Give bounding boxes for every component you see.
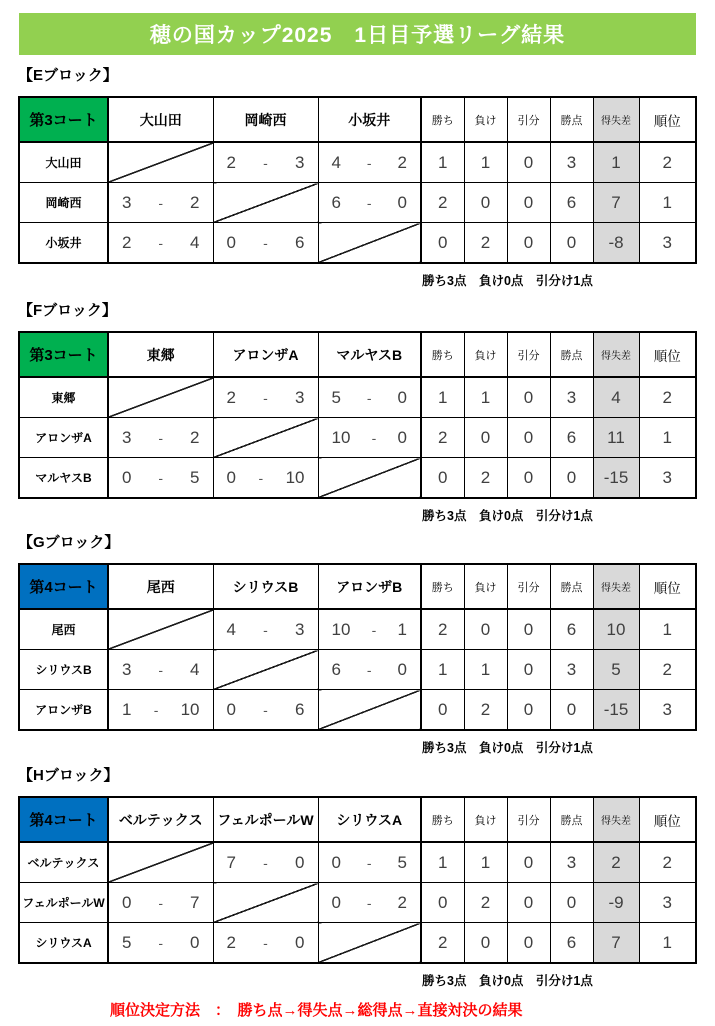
stat-header-rank: 順位 [639, 97, 696, 142]
self-match-cell [318, 223, 421, 264]
stat-goal-diff: 1 [593, 142, 639, 183]
court-label: 第3コート [19, 332, 108, 377]
score-dash: - [366, 661, 372, 678]
stat-rank: 1 [639, 418, 696, 458]
stat-draws: 0 [507, 923, 550, 964]
score-cell [318, 418, 421, 458]
row-team-label: アロンザB [19, 690, 108, 731]
block-g [18, 533, 696, 756]
score-dash: - [366, 154, 372, 171]
score-cell [213, 609, 318, 650]
score-cell [213, 142, 318, 183]
score-dash: - [158, 894, 164, 911]
block-g-label: 【Gブロック】 [18, 534, 120, 551]
header-row [19, 797, 696, 842]
stat-draws: 0 [507, 650, 550, 690]
score-dash: - [263, 701, 268, 718]
stat-header-draws: 引分 [507, 97, 550, 142]
score-dash: - [158, 661, 164, 678]
stat-rank: 1 [639, 923, 696, 964]
table-row [19, 377, 696, 418]
stat-wins: 1 [421, 377, 464, 418]
stat-wins: 2 [421, 183, 464, 223]
score-dash: - [258, 469, 264, 486]
stat-goal-diff: -9 [593, 883, 639, 923]
score-cell [213, 923, 318, 964]
scoring-note: 勝ち3点 負け0点 引分け1点 [422, 974, 593, 988]
score-cell [213, 690, 318, 731]
team-col-header: 大山田 [108, 97, 213, 142]
score-away: 0 [397, 192, 407, 212]
team-col-header: シリウスA [318, 797, 421, 842]
score-home: 3 [122, 427, 132, 447]
score-home: 0 [331, 852, 341, 872]
score-home: 0 [226, 699, 236, 719]
team-col-header: 東郷 [108, 332, 213, 377]
score-home: 0 [226, 232, 236, 252]
stat-draws: 0 [507, 183, 550, 223]
team-col-header: ベルテックス [108, 797, 213, 842]
score-away: 3 [295, 387, 305, 407]
score-dash: - [371, 621, 377, 638]
stat-goal-diff: 10 [593, 609, 639, 650]
table-row [19, 418, 696, 458]
stat-header-rank: 順位 [639, 797, 696, 842]
block-h-table [18, 796, 697, 964]
stat-rank: 1 [639, 183, 696, 223]
team-col-header: マルヤスB [318, 332, 421, 377]
stat-goal-diff: 2 [593, 842, 639, 883]
stat-points: 6 [550, 923, 593, 964]
stat-losses: 1 [464, 650, 507, 690]
stat-rank: 1 [639, 609, 696, 650]
score-away: 4 [190, 232, 200, 252]
score-cell [108, 690, 213, 731]
stat-points: 3 [550, 377, 593, 418]
stat-goal-diff: 7 [593, 923, 639, 964]
stat-draws: 0 [507, 418, 550, 458]
score-away: 0 [397, 387, 407, 407]
stat-points: 0 [550, 458, 593, 499]
score-dash: - [366, 894, 372, 911]
score-away: 2 [397, 152, 407, 172]
score-dash: - [366, 389, 372, 406]
ranking-method-note: 順位決定方法 ： 勝ち点→得失点→総得点→直接対決の結果 [110, 1002, 523, 1019]
stat-header-draws: 引分 [507, 797, 550, 842]
team-col-header: アロンザA [213, 332, 318, 377]
self-match-cell [213, 650, 318, 690]
score-away: 2 [397, 892, 407, 912]
stat-points: 6 [550, 609, 593, 650]
table-row [19, 223, 696, 264]
score-cell [318, 842, 421, 883]
stat-header-points: 勝点 [550, 97, 593, 142]
score-dash: - [158, 469, 164, 486]
title-banner [19, 13, 696, 55]
score-dash: - [263, 854, 268, 871]
stat-header-points: 勝点 [550, 332, 593, 377]
score-away: 0 [295, 852, 305, 872]
header-row [19, 97, 696, 142]
row-team-label: シリウスA [19, 923, 108, 964]
stat-header-draws: 引分 [507, 332, 550, 377]
row-team-label: 小坂井 [19, 223, 108, 264]
court-label: 第4コート [19, 564, 108, 609]
stat-draws: 0 [507, 690, 550, 731]
table-row [19, 142, 696, 183]
stat-draws: 0 [507, 223, 550, 264]
court-label: 第4コート [19, 797, 108, 842]
row-team-label: シリウスB [19, 650, 108, 690]
block-f-label: 【Fブロック】 [18, 302, 117, 319]
table-row [19, 923, 696, 964]
stat-points: 0 [550, 690, 593, 731]
row-team-label: 東郷 [19, 377, 108, 418]
stat-header-points: 勝点 [550, 564, 593, 609]
stat-wins: 0 [421, 883, 464, 923]
stat-losses: 0 [464, 609, 507, 650]
stat-header-goal-diff: 得失差 [593, 797, 639, 842]
scoring-note: 勝ち3点 負け0点 引分け1点 [422, 274, 593, 288]
score-dash: - [366, 194, 372, 211]
score-cell [318, 650, 421, 690]
team-col-header: 岡崎西 [213, 97, 318, 142]
score-away: 3 [295, 152, 305, 172]
score-cell [213, 377, 318, 418]
self-match-cell [108, 609, 213, 650]
stat-rank: 3 [639, 690, 696, 731]
stat-points: 6 [550, 183, 593, 223]
stat-losses: 0 [464, 418, 507, 458]
score-cell [108, 418, 213, 458]
stat-losses: 1 [464, 377, 507, 418]
stat-wins: 2 [421, 923, 464, 964]
page-title: 穂の国カップ2025 1日目予選リーグ結果 [149, 24, 566, 47]
self-match-cell [108, 842, 213, 883]
stat-points: 3 [550, 142, 593, 183]
stat-losses: 1 [464, 842, 507, 883]
stat-header-points: 勝点 [550, 797, 593, 842]
stat-losses: 0 [464, 183, 507, 223]
score-away: 1 [397, 619, 407, 639]
stat-points: 0 [550, 883, 593, 923]
score-home: 5 [122, 932, 132, 952]
table-row [19, 650, 696, 690]
stat-header-goal-diff: 得失差 [593, 332, 639, 377]
stat-wins: 2 [421, 418, 464, 458]
stat-draws: 0 [507, 609, 550, 650]
score-cell [108, 923, 213, 964]
stat-losses: 2 [464, 690, 507, 731]
block-e-label: 【Eブロック】 [18, 67, 118, 84]
self-match-cell [213, 883, 318, 923]
score-dash: - [158, 194, 164, 211]
stat-header-wins: 勝ち [421, 564, 464, 609]
table-row [19, 690, 696, 731]
stat-draws: 0 [507, 842, 550, 883]
stat-goal-diff: 4 [593, 377, 639, 418]
stat-draws: 0 [507, 883, 550, 923]
score-cell [318, 609, 421, 650]
team-col-header: シリウスB [213, 564, 318, 609]
stat-rank: 2 [639, 650, 696, 690]
stat-wins: 0 [421, 223, 464, 264]
table-row [19, 458, 696, 499]
score-home: 7 [226, 852, 236, 872]
score-dash: - [371, 429, 377, 446]
score-cell [108, 883, 213, 923]
score-home: 10 [331, 619, 351, 639]
score-cell [213, 458, 318, 499]
stat-rank: 2 [639, 842, 696, 883]
score-dash: - [263, 389, 268, 406]
score-dash: - [263, 934, 268, 951]
stat-goal-diff: 7 [593, 183, 639, 223]
block-f [18, 301, 696, 524]
score-away: 5 [190, 467, 200, 487]
score-away: 6 [295, 699, 305, 719]
score-cell [108, 650, 213, 690]
score-away: 0 [190, 932, 200, 952]
score-cell [213, 842, 318, 883]
score-away: 7 [190, 892, 200, 912]
score-home: 5 [331, 387, 341, 407]
stat-losses: 1 [464, 142, 507, 183]
scoring-note: 勝ち3点 負け0点 引分け1点 [422, 741, 593, 755]
self-match-cell [318, 458, 421, 499]
score-cell [318, 377, 421, 418]
score-cell [318, 183, 421, 223]
stat-points: 0 [550, 223, 593, 264]
score-dash: - [263, 154, 268, 171]
score-dash: - [158, 234, 164, 251]
stat-wins: 2 [421, 609, 464, 650]
score-cell [318, 883, 421, 923]
table-row [19, 883, 696, 923]
stat-goal-diff: 11 [593, 418, 639, 458]
stat-header-draws: 引分 [507, 564, 550, 609]
stat-goal-diff: -8 [593, 223, 639, 264]
stat-points: 3 [550, 650, 593, 690]
score-away: 2 [190, 192, 200, 212]
self-match-cell [213, 183, 318, 223]
score-dash: - [153, 701, 159, 718]
score-home: 2 [226, 932, 236, 952]
block-g-table [18, 563, 697, 731]
stat-rank: 3 [639, 883, 696, 923]
score-away: 0 [397, 427, 407, 447]
stat-rank: 2 [639, 142, 696, 183]
score-dash: - [366, 854, 372, 871]
table-row [19, 842, 696, 883]
team-col-header: アロンザB [318, 564, 421, 609]
score-cell [213, 223, 318, 264]
court-label: 第3コート [19, 97, 108, 142]
score-away: 4 [190, 659, 200, 679]
stat-header-wins: 勝ち [421, 97, 464, 142]
score-home: 2 [226, 387, 236, 407]
row-team-label: フェルポールW [19, 883, 108, 923]
stat-losses: 2 [464, 883, 507, 923]
block-e-table [18, 96, 697, 264]
score-home: 0 [122, 892, 132, 912]
block-e [18, 66, 696, 289]
stat-goal-diff: -15 [593, 690, 639, 731]
score-dash: - [158, 934, 164, 951]
block-f-table [18, 331, 697, 499]
stat-points: 3 [550, 842, 593, 883]
stat-header-rank: 順位 [639, 564, 696, 609]
stat-losses: 0 [464, 923, 507, 964]
row-team-label: ベルテックス [19, 842, 108, 883]
score-home: 2 [122, 232, 132, 252]
stat-header-losses: 負け [464, 97, 507, 142]
table-row [19, 183, 696, 223]
score-away: 6 [295, 232, 305, 252]
score-dash: - [263, 621, 268, 638]
header-row [19, 332, 696, 377]
stat-header-rank: 順位 [639, 332, 696, 377]
stat-header-goal-diff: 得失差 [593, 97, 639, 142]
block-h [18, 766, 696, 989]
score-dash: - [263, 234, 268, 251]
stat-draws: 0 [507, 377, 550, 418]
stat-goal-diff: 5 [593, 650, 639, 690]
score-home: 10 [331, 427, 351, 447]
table-row [19, 609, 696, 650]
score-away: 2 [190, 427, 200, 447]
stat-wins: 0 [421, 690, 464, 731]
stat-header-losses: 負け [464, 332, 507, 377]
stat-goal-diff: -15 [593, 458, 639, 499]
stat-wins: 0 [421, 458, 464, 499]
score-dash: - [158, 429, 164, 446]
stat-points: 6 [550, 418, 593, 458]
self-match-cell [318, 690, 421, 731]
score-home: 3 [122, 659, 132, 679]
score-home: 0 [122, 467, 132, 487]
stat-draws: 0 [507, 458, 550, 499]
team-col-header: 小坂井 [318, 97, 421, 142]
stat-rank: 2 [639, 377, 696, 418]
score-home: 3 [122, 192, 132, 212]
score-cell [318, 142, 421, 183]
score-home: 0 [226, 467, 236, 487]
stat-wins: 1 [421, 650, 464, 690]
stat-draws: 0 [507, 142, 550, 183]
row-team-label: アロンザA [19, 418, 108, 458]
score-home: 6 [331, 192, 341, 212]
row-team-label: 岡崎西 [19, 183, 108, 223]
score-away: 5 [397, 852, 407, 872]
block-h-label: 【Hブロック】 [18, 767, 119, 784]
stat-rank: 3 [639, 223, 696, 264]
score-cell [108, 458, 213, 499]
self-match-cell [108, 377, 213, 418]
stat-header-wins: 勝ち [421, 332, 464, 377]
score-home: 2 [226, 152, 236, 172]
score-cell [108, 223, 213, 264]
row-team-label: 大山田 [19, 142, 108, 183]
scoring-note: 勝ち3点 負け0点 引分け1点 [422, 509, 593, 523]
score-home: 0 [331, 892, 341, 912]
team-col-header: フェルポールW [213, 797, 318, 842]
stat-header-losses: 負け [464, 564, 507, 609]
stat-header-wins: 勝ち [421, 797, 464, 842]
score-cell [108, 183, 213, 223]
score-away: 0 [295, 932, 305, 952]
team-col-header: 尾西 [108, 564, 213, 609]
row-team-label: 尾西 [19, 609, 108, 650]
score-home: 4 [331, 152, 341, 172]
score-home: 6 [331, 659, 341, 679]
score-away: 10 [285, 467, 305, 487]
stat-wins: 1 [421, 842, 464, 883]
score-home: 4 [226, 619, 236, 639]
self-match-cell [318, 923, 421, 964]
score-home: 1 [122, 699, 132, 719]
stat-header-losses: 負け [464, 797, 507, 842]
row-team-label: マルヤスB [19, 458, 108, 499]
stat-rank: 3 [639, 458, 696, 499]
stat-losses: 2 [464, 223, 507, 264]
self-match-cell [108, 142, 213, 183]
stat-losses: 2 [464, 458, 507, 499]
self-match-cell [213, 418, 318, 458]
score-away: 3 [295, 619, 305, 639]
score-away: 10 [180, 699, 200, 719]
header-row [19, 564, 696, 609]
stat-header-goal-diff: 得失差 [593, 564, 639, 609]
stat-wins: 1 [421, 142, 464, 183]
score-away: 0 [397, 659, 407, 679]
